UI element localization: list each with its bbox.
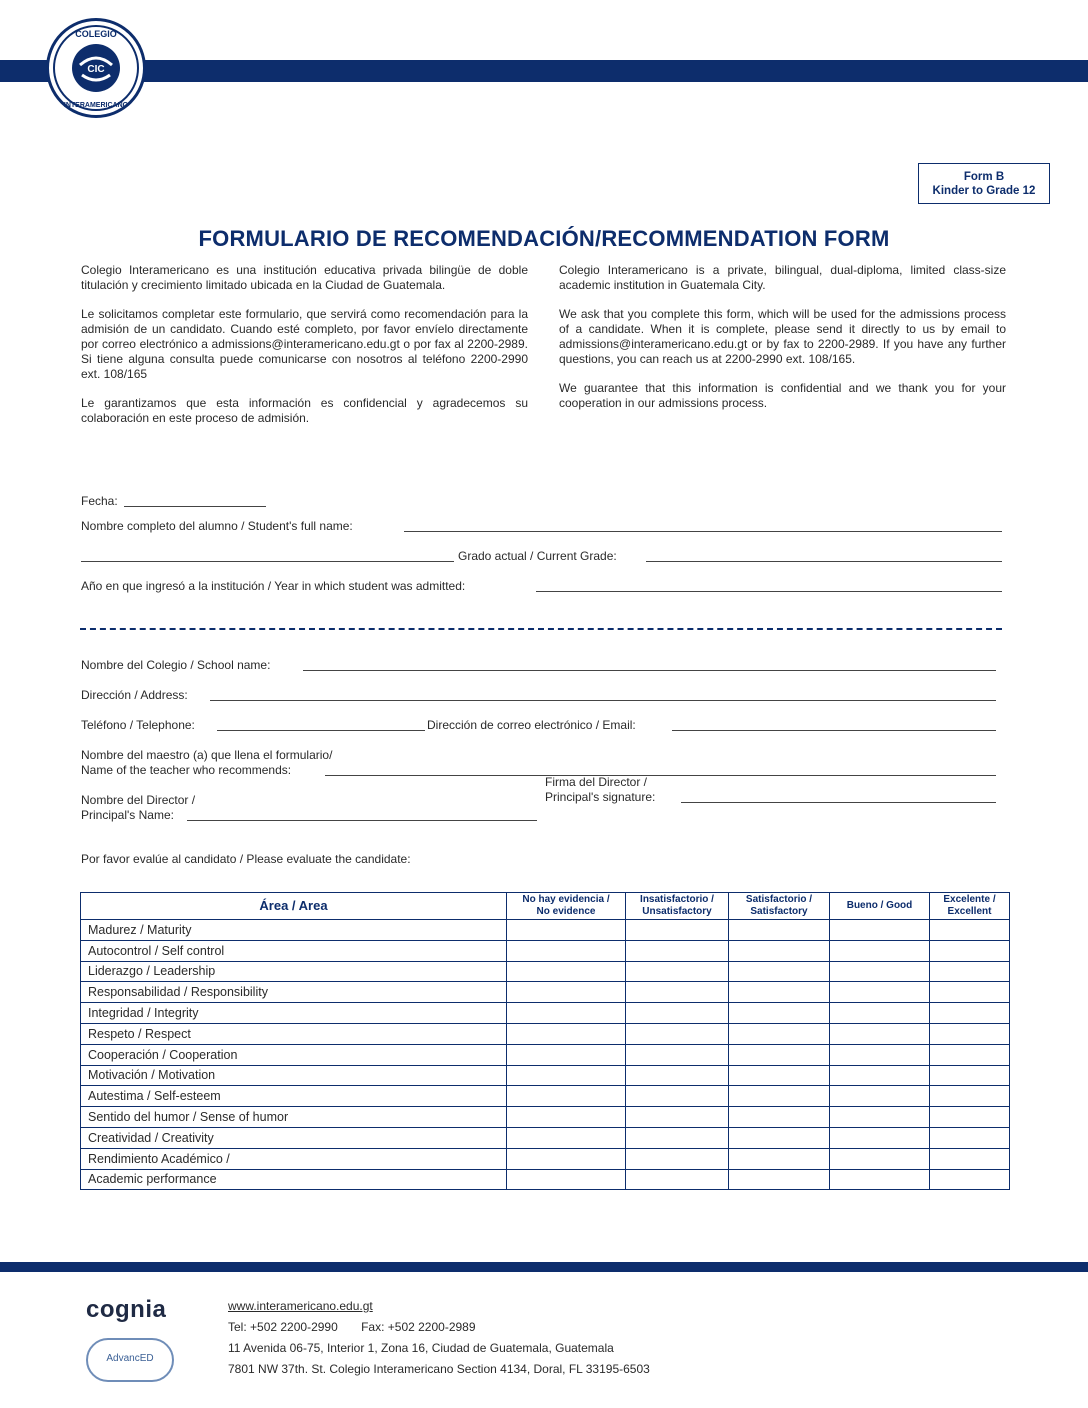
rating-cell[interactable] bbox=[930, 961, 1010, 982]
email-label: Dirección de correo electrónico / Email: bbox=[427, 718, 636, 732]
rating-cell[interactable] bbox=[830, 1044, 930, 1065]
director-name-input[interactable] bbox=[187, 820, 537, 821]
school-logo bbox=[46, 18, 146, 118]
rating-cell[interactable] bbox=[830, 920, 930, 941]
rating-cell[interactable] bbox=[507, 940, 626, 961]
school-name-input[interactable] bbox=[303, 670, 996, 671]
intro-es-p1: Colegio Interamericano es una institución educativa privada bilingüe de doble titulación y crecimiento limitado ubicada en la Ciudad de Guatemala. bbox=[81, 263, 528, 292]
director-name-label-line2: Principal's Name: bbox=[81, 808, 174, 822]
form-type-line1: Form B bbox=[963, 171, 1005, 183]
rating-cell[interactable] bbox=[930, 1023, 1010, 1044]
website-link[interactable]: www.interamericano.edu.gt bbox=[228, 1299, 373, 1313]
rating-cell[interactable] bbox=[507, 961, 626, 982]
rating-cell[interactable] bbox=[930, 982, 1010, 1003]
teacher-label-line2: Name of the teacher who recommends: bbox=[81, 763, 292, 777]
unsatisfactory-column-header: Insatisfactorio / Unsatisfactory bbox=[626, 893, 729, 920]
rating-cell[interactable] bbox=[830, 1065, 930, 1086]
rating-cell[interactable] bbox=[626, 1148, 729, 1169]
teacher-label-line1: Nombre del maestro (a) que llena el formulario/ bbox=[81, 748, 333, 762]
satisfactory-column-header: Satisfactorio / Satisfactory bbox=[729, 893, 830, 920]
area-cell: Cooperación / Cooperation bbox=[81, 1044, 507, 1065]
table-row bbox=[81, 961, 1010, 982]
rating-cell[interactable] bbox=[507, 1065, 626, 1086]
rating-cell[interactable] bbox=[830, 1169, 930, 1190]
advanced-accreditation-logo: AdvancED bbox=[86, 1338, 174, 1382]
rating-cell[interactable] bbox=[626, 1107, 729, 1128]
cognia-logo: cognia bbox=[86, 1296, 167, 1323]
rating-cell[interactable] bbox=[729, 1065, 830, 1086]
table-row bbox=[81, 940, 1010, 961]
section-divider bbox=[80, 628, 1002, 630]
rating-cell[interactable] bbox=[507, 1107, 626, 1128]
rating-cell[interactable] bbox=[930, 1065, 1010, 1086]
director-signature-label-line1: Firma del Director / bbox=[545, 775, 648, 789]
rating-cell[interactable] bbox=[729, 1127, 830, 1148]
rating-cell[interactable] bbox=[626, 1169, 729, 1190]
area-cell: Liderazgo / Leadership bbox=[81, 961, 507, 982]
rating-cell[interactable] bbox=[729, 1169, 830, 1190]
rating-cell[interactable] bbox=[507, 1127, 626, 1148]
director-name-label-line1: Nombre del Director / bbox=[81, 793, 196, 807]
footer-bar bbox=[0, 1262, 1088, 1272]
table-row bbox=[81, 1086, 1010, 1107]
address-label: Dirección / Address: bbox=[81, 688, 188, 702]
table-row bbox=[81, 1107, 1010, 1128]
rating-cell[interactable] bbox=[830, 1003, 930, 1024]
rating-cell[interactable] bbox=[830, 982, 930, 1003]
rating-cell[interactable] bbox=[930, 1169, 1010, 1190]
rating-cell[interactable] bbox=[626, 1044, 729, 1065]
area-cell: Creatividad / Creativity bbox=[81, 1127, 507, 1148]
rating-cell[interactable] bbox=[930, 1127, 1010, 1148]
rating-cell[interactable] bbox=[729, 1086, 830, 1107]
area-cell: Sentido del humor / Sense of humor bbox=[81, 1107, 507, 1128]
year-admitted-input[interactable] bbox=[536, 591, 1002, 592]
rating-cell[interactable] bbox=[626, 1023, 729, 1044]
area-column-header: Área / Area bbox=[81, 893, 507, 920]
rating-cell[interactable] bbox=[729, 1023, 830, 1044]
footer-address-gt: 11 Avenida 06-75, Interior 1, Zona 16, Ciudad de Guatemala, Guatemala bbox=[228, 1341, 614, 1355]
rating-cell[interactable] bbox=[626, 1065, 729, 1086]
rating-cell[interactable] bbox=[930, 920, 1010, 941]
area-cell: Integridad / Integrity bbox=[81, 1003, 507, 1024]
area-cell: Autocontrol / Self control bbox=[81, 940, 507, 961]
rating-cell[interactable] bbox=[830, 961, 930, 982]
rating-cell[interactable] bbox=[830, 1127, 930, 1148]
rating-cell[interactable] bbox=[830, 1086, 930, 1107]
logo-bottom-text: INTERAMERICANO bbox=[63, 102, 129, 109]
area-cell: Motivación / Motivation bbox=[81, 1065, 507, 1086]
footer-phones: Tel: +502 2200-2990 Fax: +502 2200-2989 bbox=[228, 1320, 476, 1334]
area-cell: Autestima / Self-esteem bbox=[81, 1086, 507, 1107]
header-bar bbox=[0, 60, 1088, 82]
school-seal-icon bbox=[49, 21, 143, 115]
rating-cell[interactable] bbox=[626, 1003, 729, 1024]
footer-contact bbox=[228, 1296, 650, 1380]
table-header-row bbox=[81, 893, 1010, 920]
rating-cell[interactable] bbox=[626, 1086, 729, 1107]
intro-spanish bbox=[81, 263, 528, 440]
rating-cell[interactable] bbox=[729, 920, 830, 941]
telephone-label: Teléfono / Telephone: bbox=[81, 718, 195, 732]
table-row bbox=[81, 1148, 1010, 1169]
logo-top-text: COLEGIO bbox=[75, 29, 117, 39]
address-input[interactable] bbox=[210, 700, 996, 701]
table-row bbox=[81, 1127, 1010, 1148]
student-name-input[interactable] bbox=[404, 531, 1002, 532]
year-admitted-label: Año en que ingresó a la institución / Year in which student was admitted: bbox=[81, 579, 466, 593]
logo-monogram: CIC bbox=[87, 64, 105, 75]
rating-cell[interactable] bbox=[626, 982, 729, 1003]
rating-cell[interactable] bbox=[507, 1086, 626, 1107]
rating-cell[interactable] bbox=[830, 940, 930, 961]
intro-es-p3: Le garantizamos que esta información es confidencial y agradecemos su colaboración en este proceso de admisión. bbox=[81, 396, 528, 425]
rating-cell[interactable] bbox=[930, 1044, 1010, 1065]
rating-cell[interactable] bbox=[729, 1107, 830, 1128]
rating-cell[interactable] bbox=[507, 920, 626, 941]
rating-cell[interactable] bbox=[626, 940, 729, 961]
form-type-box bbox=[918, 163, 1050, 204]
intro-en-p3: We guarantee that this information is confidential and we thank you for your cooperation in our admissions process. bbox=[559, 381, 1006, 410]
director-signature-label-line2: Principal's signature: bbox=[545, 790, 656, 804]
area-cell: Academic performance bbox=[81, 1169, 507, 1190]
telephone-input[interactable] bbox=[217, 730, 425, 731]
area-cell: Respeto / Respect bbox=[81, 1023, 507, 1044]
school-name-label: Nombre del Colegio / School name: bbox=[81, 658, 271, 672]
rating-cell[interactable] bbox=[507, 1169, 626, 1190]
evaluation-table bbox=[80, 892, 1010, 1190]
rating-cell[interactable] bbox=[626, 961, 729, 982]
intro-en-p1: Colegio Interamericano is a private, bilingual, dual-diploma, limited class-size academic institution in Guatemala City. bbox=[559, 263, 1006, 292]
rating-cell[interactable] bbox=[729, 1003, 830, 1024]
excellent-column-header: Excelente / Excellent bbox=[930, 893, 1010, 920]
page-title: FORMULARIO DE RECOMENDACIÓN/RECOMMENDATION FORM bbox=[198, 226, 890, 251]
table-row bbox=[81, 920, 1010, 941]
table-row bbox=[81, 1003, 1010, 1024]
area-cell: Rendimiento Académico / bbox=[81, 1148, 507, 1169]
evaluate-prompt: Por favor evalúe al candidato / Please evaluate the candidate: bbox=[81, 852, 411, 866]
fecha-input[interactable] bbox=[124, 506, 266, 507]
rating-cell[interactable] bbox=[830, 1148, 930, 1169]
rating-cell[interactable] bbox=[729, 982, 830, 1003]
table-row bbox=[81, 982, 1010, 1003]
rating-cell[interactable] bbox=[930, 1148, 1010, 1169]
intro-english bbox=[559, 263, 1006, 425]
table-row bbox=[81, 1023, 1010, 1044]
rating-cell[interactable] bbox=[507, 1148, 626, 1169]
rating-cell[interactable] bbox=[729, 940, 830, 961]
form-type-line2: Kinder to Grade 12 bbox=[932, 185, 1036, 197]
good-column-header: Bueno / Good bbox=[830, 893, 930, 920]
rating-cell[interactable] bbox=[626, 920, 729, 941]
rating-cell[interactable] bbox=[930, 940, 1010, 961]
student-name-label: Nombre completo del alumno / Student's full name: bbox=[81, 519, 353, 533]
director-signature-input[interactable] bbox=[681, 802, 996, 803]
rating-cell[interactable] bbox=[930, 1003, 1010, 1024]
fecha-label: Fecha: bbox=[81, 494, 118, 508]
no-evidence-column-header: No hay evidencia / No evidence bbox=[507, 893, 626, 920]
footer-address-us: 7801 NW 37th. St. Colegio Interamericano Section 4134, Doral, FL 33195-6503 bbox=[228, 1362, 650, 1376]
rating-cell[interactable] bbox=[729, 961, 830, 982]
rating-cell[interactable] bbox=[930, 1107, 1010, 1128]
teacher-name-input[interactable] bbox=[325, 775, 996, 776]
rating-cell[interactable] bbox=[507, 1023, 626, 1044]
rating-cell[interactable] bbox=[507, 1044, 626, 1065]
rating-cell[interactable] bbox=[830, 1107, 930, 1128]
intro-es-p2: Le solicitamos completar este formulario, que servirá como recomendación para la admisión de un candidato. Cuando esté completo, por favor envíelo directamente por correo electrónico a admissions@interamericano.edu.gt o por fax al 2200-2989. Si tiene alguna consulta puede comunicarse con nosotros al teléfono 2200-2990 ext. 108/165 bbox=[81, 307, 528, 381]
area-cell: Responsabilidad / Responsibility bbox=[81, 982, 507, 1003]
grade-input[interactable] bbox=[646, 561, 1002, 562]
rating-cell[interactable] bbox=[729, 1044, 830, 1065]
grade-label: Grado actual / Current Grade: bbox=[458, 549, 617, 563]
rating-cell[interactable] bbox=[729, 1148, 830, 1169]
student-name-continued-input[interactable] bbox=[81, 561, 454, 562]
rating-cell[interactable] bbox=[507, 982, 626, 1003]
rating-cell[interactable] bbox=[930, 1086, 1010, 1107]
area-cell: Madurez / Maturity bbox=[81, 920, 507, 941]
table-row bbox=[81, 1169, 1010, 1190]
table-row bbox=[81, 1044, 1010, 1065]
rating-cell[interactable] bbox=[626, 1127, 729, 1148]
intro-en-p2: We ask that you complete this form, which will be used for the admissions process of a candidate. When it is complete, please send it directly to us by email to admissions@interamericano.edu.gt or by fax to 2200-2989. If you have any further questions, you can reach us at 2200-2990 ext. 108/165. bbox=[559, 307, 1006, 366]
rating-cell[interactable] bbox=[830, 1023, 930, 1044]
rating-cell[interactable] bbox=[507, 1003, 626, 1024]
email-input[interactable] bbox=[672, 730, 996, 731]
table-row bbox=[81, 1065, 1010, 1086]
